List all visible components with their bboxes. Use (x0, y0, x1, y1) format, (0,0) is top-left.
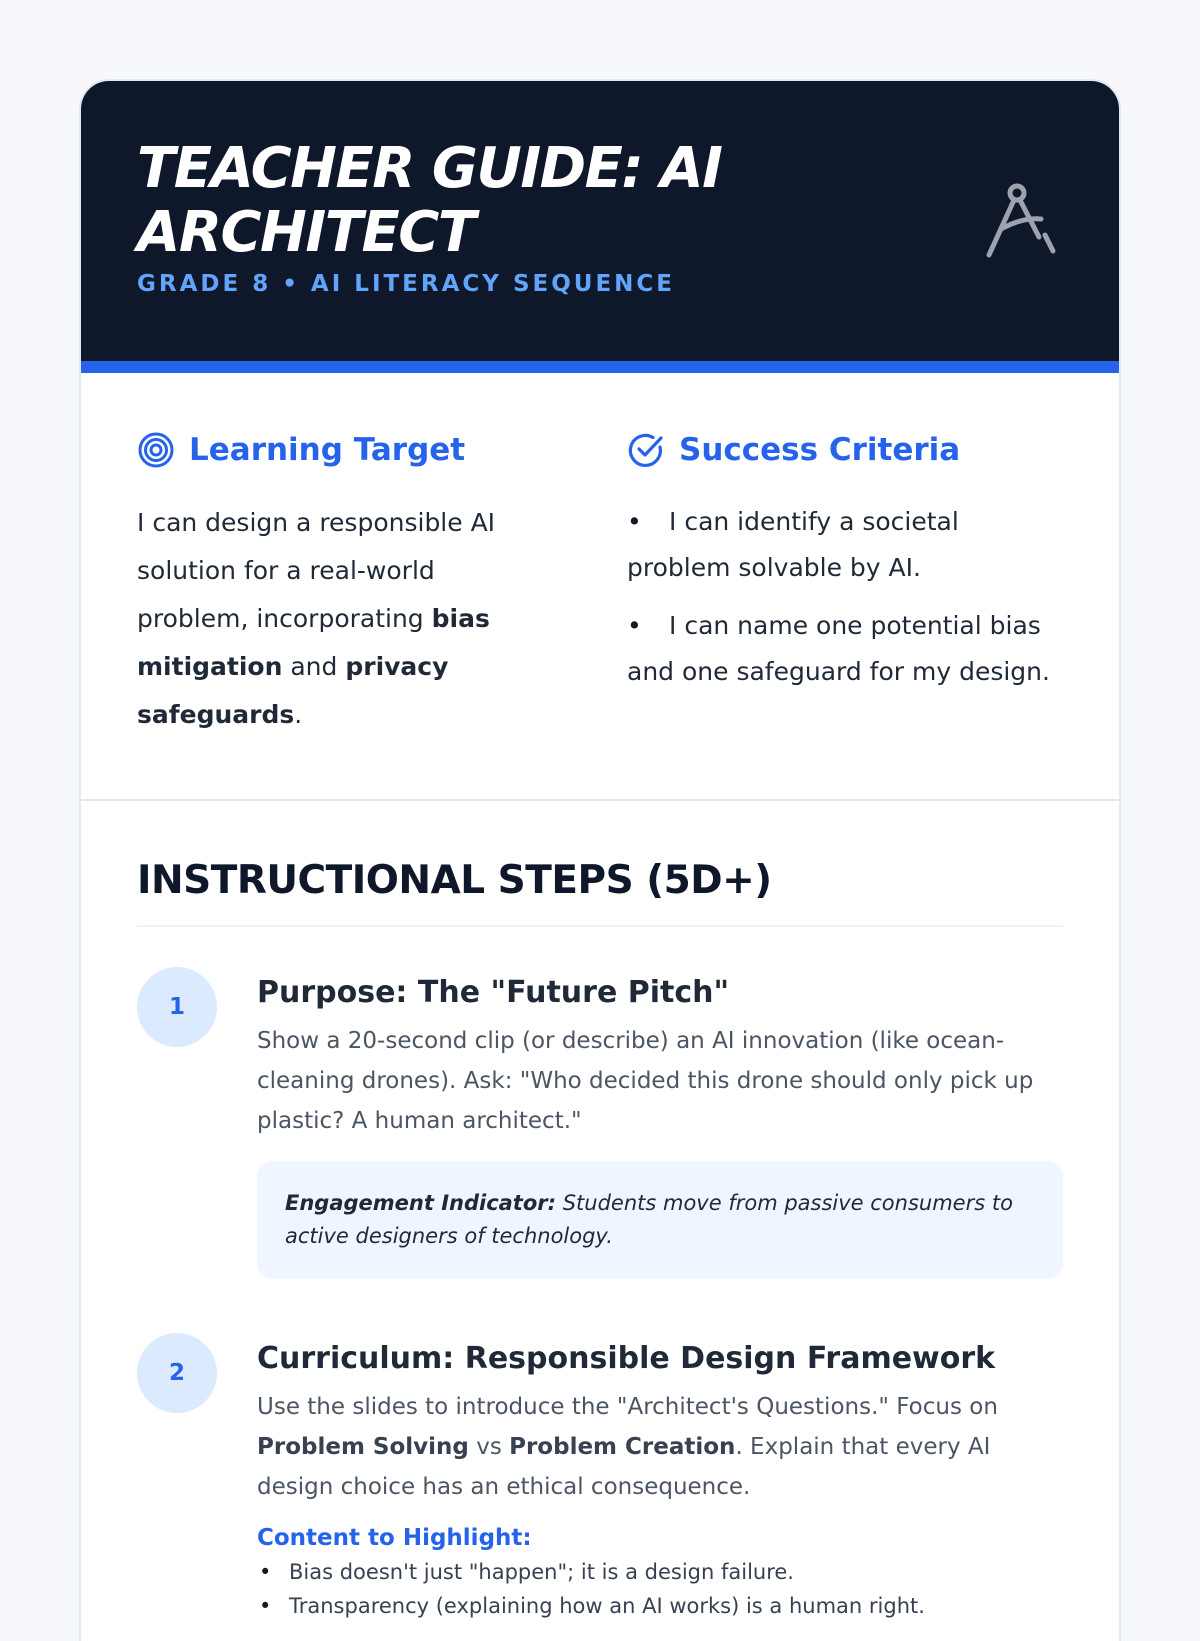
success-criteria-label: Success Criteria (679, 432, 961, 468)
success-criteria-section (627, 429, 1067, 707)
page-title: TEACHER GUIDE: AI ARCHITECT (137, 136, 722, 265)
teacher-guide-card (81, 81, 1119, 1641)
step-title: Purpose: The "Future Pitch" (257, 975, 730, 1010)
target-text-bold: bias mitigation (137, 604, 490, 681)
target-text-part: . (294, 700, 303, 729)
step-number-badge: 1 (137, 967, 217, 1047)
engagement-indicator-callout (257, 1161, 1063, 1279)
criteria-text: I can identify a societal problem solvable by AI. (627, 507, 959, 582)
step-text-part: . Explain that every AI design choice has an ethical consequence. (257, 1434, 991, 1500)
content-highlight-label: Content to Highlight: (257, 1525, 532, 1551)
step-description: Show a 20-second clip (or describe) an AI innovation (like ocean-cleaning drones). Ask: "Who decided this drone should only pick up plastic? A human architect." (257, 1028, 1034, 1134)
step-description (257, 1387, 1063, 1507)
check-circle-icon (627, 431, 665, 469)
highlight-item: • Transparency (explaining how an AI works) is a human right. (257, 1589, 1063, 1623)
guide-header (81, 81, 1119, 373)
highlight-list (257, 1555, 1063, 1623)
criteria-text: I can name one potential bias and one safeguard for my design. (627, 611, 1050, 686)
learning-target-section (137, 429, 537, 739)
step-item (137, 967, 1063, 1279)
criteria-item (627, 603, 1067, 695)
steps-heading: INSTRUCTIONAL STEPS (5D+) (137, 857, 1063, 927)
bullet: • (627, 507, 642, 536)
learning-target-heading (137, 429, 537, 471)
objectives-section (81, 373, 1119, 801)
step-number-badge: 2 (137, 1333, 217, 1413)
step-text-bold: Problem Solving (257, 1434, 469, 1460)
highlight-item: • Bias doesn't just "happen"; it is a design failure. (257, 1555, 1063, 1589)
step-text-bold: Problem Creation (509, 1434, 736, 1460)
compass-icon (981, 177, 1081, 277)
criteria-list (627, 499, 1067, 695)
indicator-label: Engagement Indicator: (285, 1191, 557, 1215)
step-item (137, 1333, 1063, 1623)
success-criteria-heading (627, 429, 1067, 471)
step-title: Curriculum: Responsible Design Framework (257, 1341, 996, 1376)
learning-target-label: Learning Target (189, 432, 466, 468)
target-icon (137, 431, 175, 469)
bullet: • (627, 611, 642, 640)
target-text-part: and (282, 652, 346, 681)
step-text-part: Use the slides to introduce the "Architect's Questions." Focus on (257, 1394, 998, 1420)
learning-target-text (137, 499, 537, 739)
page-subtitle: GRADE 8 • AI LITERACY SEQUENCE (137, 271, 676, 297)
indicator-text: Students move from passive consumers to active designers of technology. (285, 1191, 1013, 1248)
criteria-item (627, 499, 1067, 591)
target-text-part: I can design a responsible AI solution for a real-world problem, incorporating (137, 508, 496, 633)
instructional-steps-section (137, 801, 1063, 1623)
step-text-part: vs (468, 1434, 510, 1460)
target-text-bold: privacy safeguards (137, 652, 449, 729)
